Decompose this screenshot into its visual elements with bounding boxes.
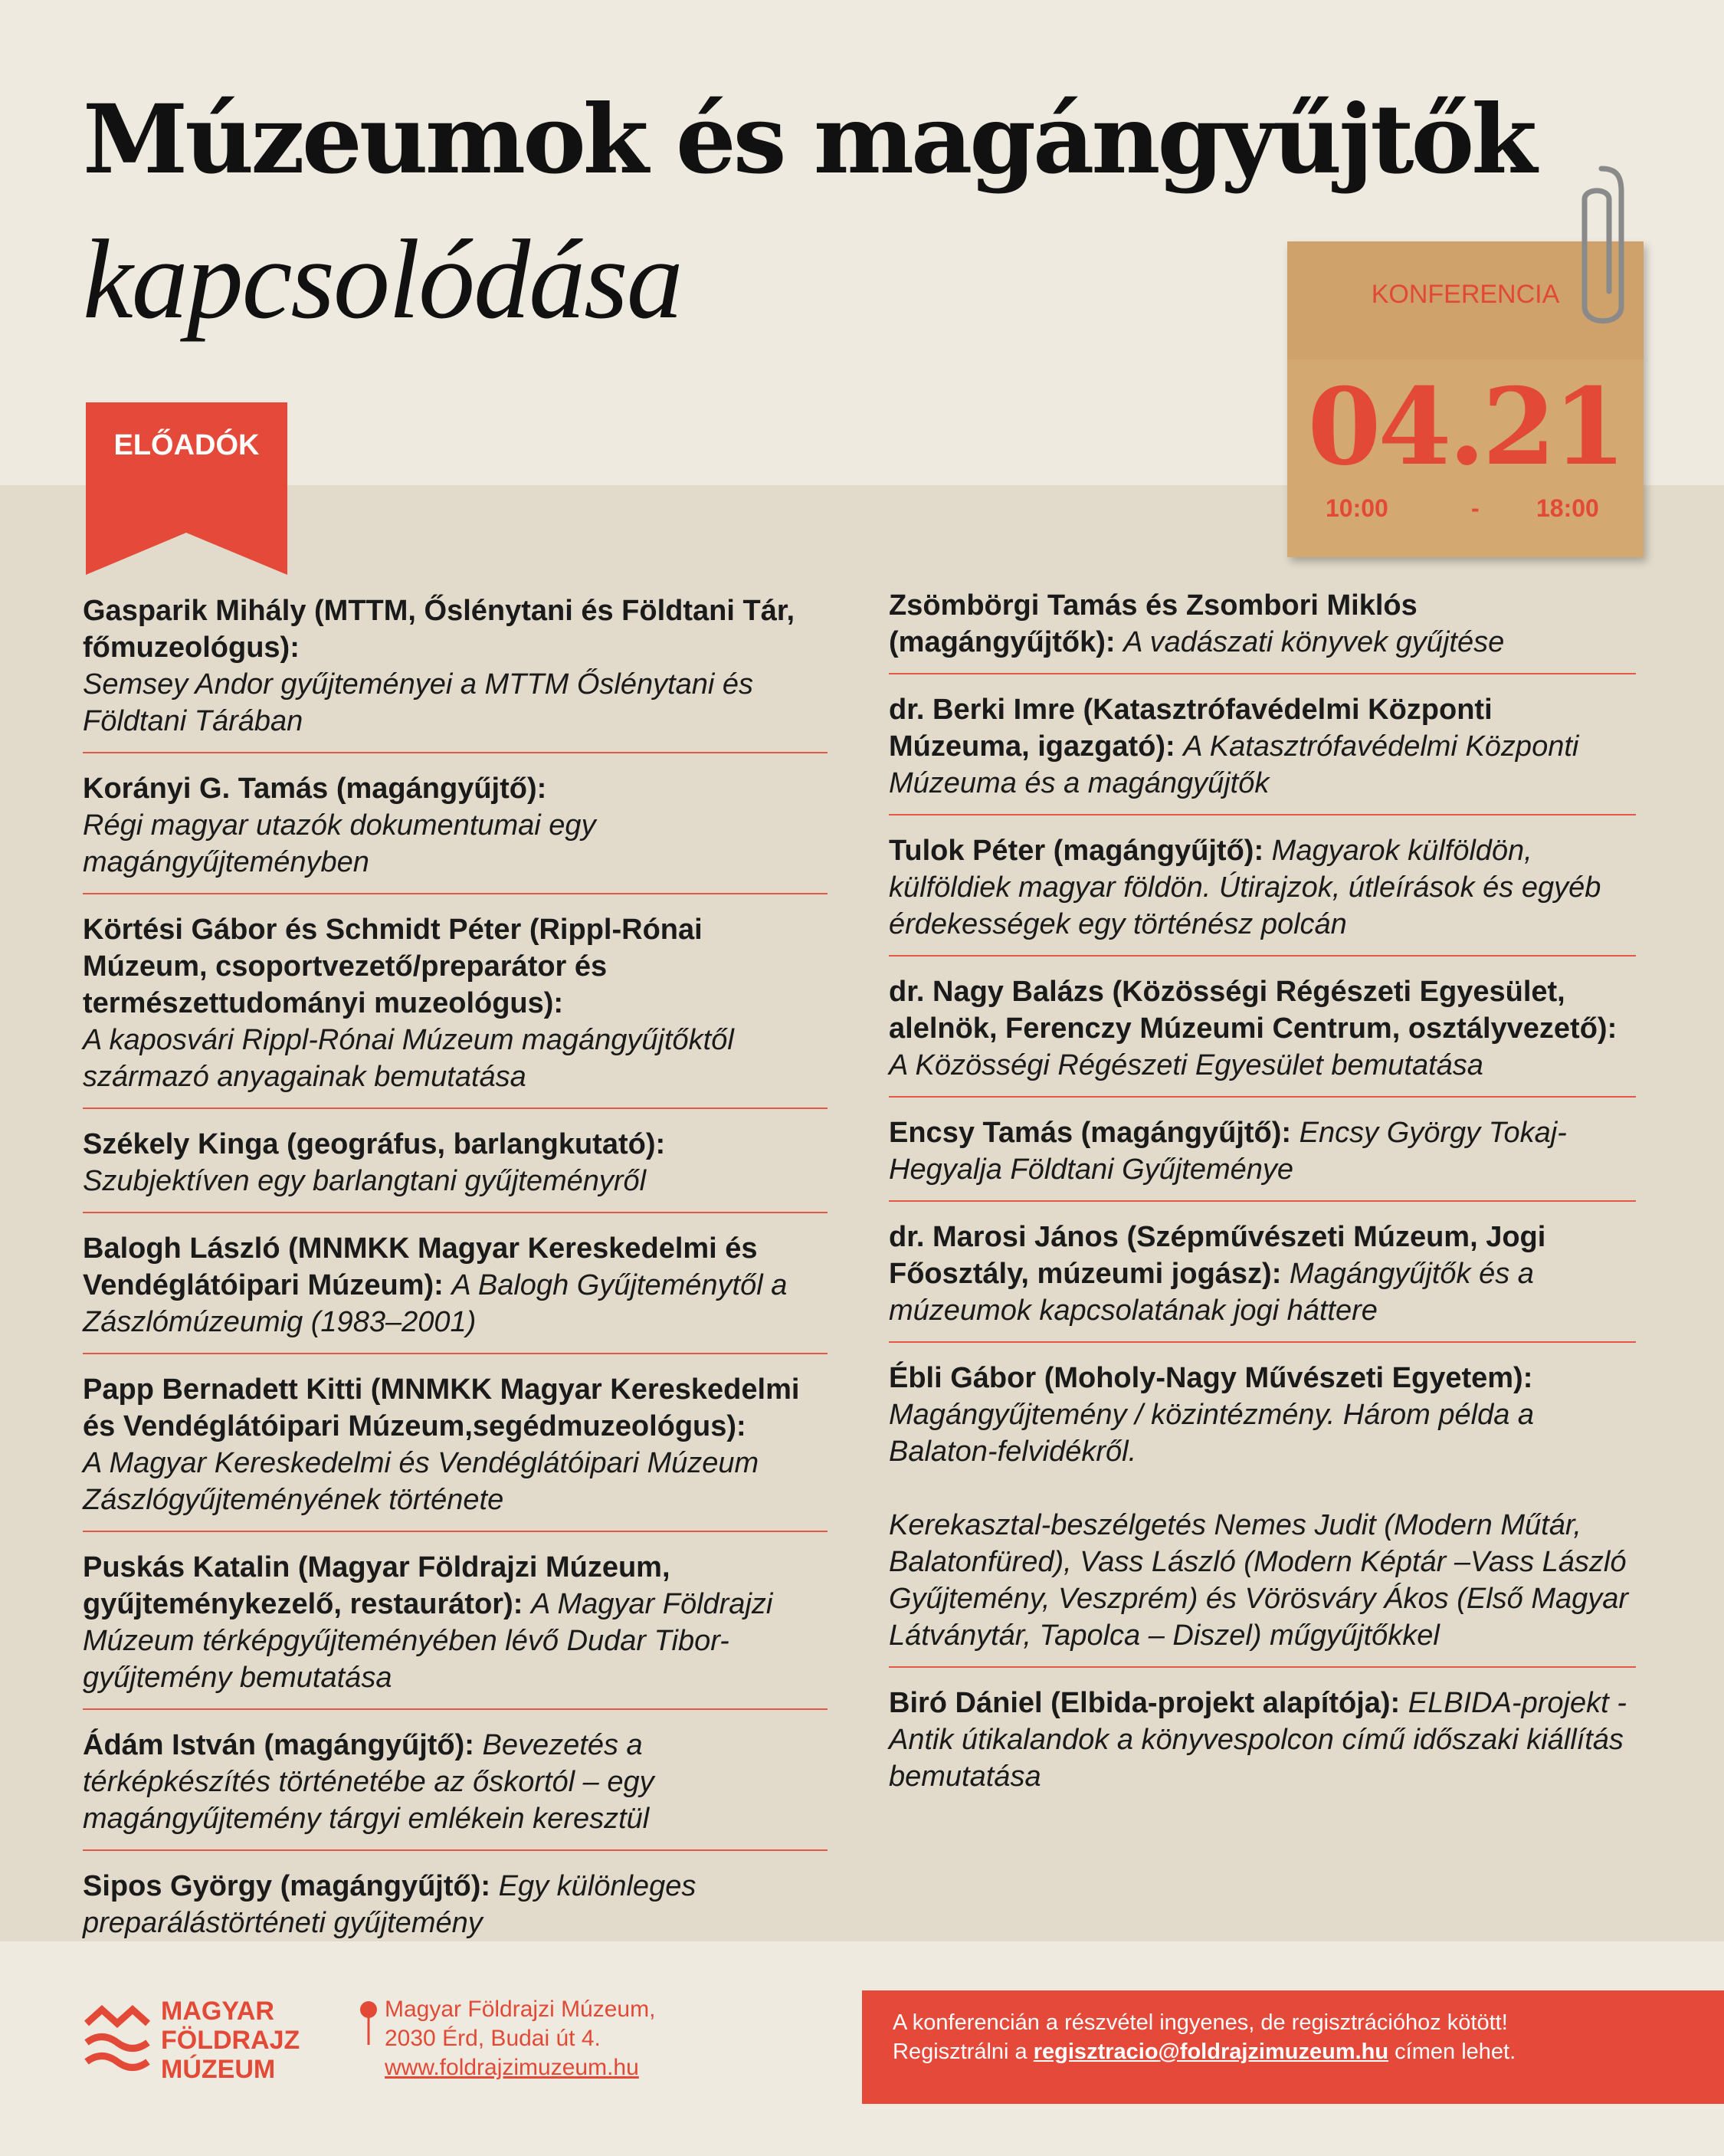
talk-title: A Katasztrófavédelmi Központi Múzeuma és a magángyűjtők (889, 730, 1579, 799)
location-pin-icon (359, 2000, 379, 2046)
speaker-name: Ébli Gábor (Moholy-Nagy Művészeti Egyetem): (889, 1362, 1533, 1394)
talk-title: Magángyűjtők és a múzeumok kapcsolatának jogi háttere (889, 1258, 1534, 1327)
speakers-left-column (83, 592, 828, 1971)
ribbon-bookmark-icon (86, 402, 287, 575)
speaker-name: Tulok Péter (magángyűjtő): (889, 835, 1264, 867)
event-time-start: 10:00 (1326, 494, 1388, 522)
program-entry (889, 1360, 1636, 1668)
program-entry (889, 587, 1636, 674)
speaker-name: dr. Berki Imre (Katasztrófavédelmi Központi Múzeuma, igazgató): (889, 694, 1493, 763)
page-subtitle: kapcsolódása (83, 217, 682, 343)
talk-title: Magyarok külföldön, külföldiek magyar földön. Útirajzok, útleírások és egyéb érdekességek egy történész polcán (889, 835, 1601, 940)
talk-title: Bevezetés a térképkészítés történetébe az őskortól – egy magángyűjtemény tárgyi emlékein keresztül (83, 1729, 654, 1835)
program-entry (83, 1868, 828, 1954)
paperclip-icon (1571, 153, 1632, 337)
talk-title: A Balogh Gyűjteménytől a Zászlómúzeumig (1983–2001) (83, 1269, 788, 1338)
speaker-name: Körtési Gábor és Schmidt Péter (Rippl-Rónai Múzeum, csoportvezető/preparátor és természettudományi muzeológus): (83, 914, 703, 1019)
talk-title: Szubjektíven egy barlangtani gyűjteményről (83, 1165, 647, 1197)
logo-line: MAGYAR (161, 1997, 274, 2026)
speaker-name: Balogh László (MNMKK Magyar Kereskedelmi és Vendéglátóipari Múzeum): (83, 1232, 758, 1301)
address-line: 2030 Érd, Budai út 4. (385, 2026, 601, 2051)
notice-line: A konferencián a részvétel ingyenes, de regisztrációhoz kötött! (893, 2010, 1508, 2035)
program-entry (83, 1727, 828, 1851)
speaker-name: Sipos György (magángyűjtő): (83, 1870, 491, 1902)
speaker-name: Korányi G. Tamás (magángyűjtő): (83, 773, 547, 805)
logo-line: FÖLDRAJZ (161, 2026, 300, 2055)
program-entry (889, 973, 1636, 1098)
speakers-label: ELŐADÓK (113, 429, 260, 461)
museum-logo-icon (83, 2000, 152, 2077)
talk-title: A vadászati könyvek gyűjtése (1123, 626, 1505, 658)
program-entry (83, 1126, 828, 1213)
speaker-name: dr. Marosi János (Szépművészeti Múzeum, Jogi Főosztály, múzeumi jogász): (889, 1221, 1546, 1290)
talk-title: A Magyar Földrajzi Múzeum térképgyűjteményében lévő Dudar Tibor-gyűjtemény bemutatása (83, 1588, 773, 1694)
notice-prefix: Regisztrálni a (893, 2040, 1028, 2064)
museum-logo-text (161, 1997, 300, 2084)
talk-title: Egy különleges preparálástörténeti gyűjtemény (83, 1870, 696, 1939)
speakers-right-column (889, 587, 1636, 1824)
address-line: Magyar Földrajzi Múzeum, (385, 1997, 656, 2022)
talk-title: A kaposvári Rippl-Rónai Múzeum magángyűjtőktől származó anyagainak bemutatása (83, 1024, 734, 1093)
talk-title: Encsy György Tokaj-Hegyalja Földtani Gyűjteménye (889, 1117, 1567, 1186)
talk-title: A Magyar Kereskedelmi és Vendéglátóipari Múzeum Zászlógyűjteményének története (83, 1447, 759, 1516)
talk-title: Semsey Andor gyűjteményei a MTTM Őslénytani és Földtani Tárában (83, 668, 754, 737)
logo-line: MÚZEUM (161, 2055, 276, 2084)
program-entry (889, 1114, 1636, 1202)
program-entry (889, 832, 1636, 957)
registration-notice (893, 2008, 1697, 2066)
program-entry (83, 1230, 828, 1354)
event-time-separator: - (1471, 494, 1480, 522)
talk-title: A Közösségi Régészeti Egyesület bemutatása (889, 1049, 1483, 1081)
speaker-name: Gasparik Mihály (MTTM, Őslénytani és Földtani Tár, főmuzeológus): (83, 595, 795, 664)
program-entry (83, 911, 828, 1109)
speaker-name: Ádám István (magángyűjtő): (83, 1729, 474, 1761)
program-entry (889, 1685, 1636, 1807)
talk-title: Magángyűjtemény / közintézmény. Három példa a Balaton-felvidékről. (889, 1399, 1535, 1468)
program-entry (83, 1371, 828, 1532)
roundtable-text: Kerekasztal-beszélgetés Nemes Judit (Modern Műtár, Balatonfüred), Vass László (Modern Képtár –Vass László Gyűjtemény, Veszprém) és Vörösváry Ákos (Első Magyar Látványtár, Tapolca – Diszel) műgyűjtőkkel (889, 1509, 1629, 1652)
talk-title: Régi magyar utazók dokumentumai egy magángyűjteményben (83, 809, 596, 878)
program-entry (83, 770, 828, 894)
museum-address (385, 1995, 655, 2082)
speaker-name: Zsömbörgi Tamás és Zsombori Miklós (magángyűjtők): (889, 589, 1418, 658)
program-entry (83, 1549, 828, 1710)
event-date: 04.21 (1307, 364, 1624, 489)
talk-title: ELBIDA-projekt - Antik útikalandok a könyvespolcon című időszaki kiállítás bemutatása (889, 1687, 1627, 1793)
speaker-name: dr. Nagy Balázs (Közösségi Régészeti Egyesület, alelnök, Ferenczy Múzeumi Centrum, osztályvezető): (889, 976, 1617, 1045)
program-entry (889, 1219, 1636, 1343)
event-time-end: 18:00 (1536, 494, 1599, 522)
website-link[interactable]: www.foldrajzimuzeum.hu (385, 2055, 639, 2080)
event-type: KONFERENCIA (1371, 280, 1560, 309)
speaker-name: Székely Kinga (geográfus, barlangkutató): (83, 1128, 666, 1160)
registration-email-link[interactable]: regisztracio@foldrajzimuzeum.hu (1033, 2040, 1389, 2064)
speaker-name: Puskás Katalin (Magyar Földrajzi Múzeum, gyűjteménykezelő, restaurátor): (83, 1551, 670, 1620)
speaker-name: Biró Dániel (Elbida-projekt alapítója): (889, 1687, 1401, 1719)
notice-suffix: címen lehet. (1395, 2040, 1516, 2064)
program-entry (889, 691, 1636, 815)
speaker-name: Papp Bernadett Kitti (MNMKK Magyar Kereskedelmi és Vendéglátóipari Múzeum,segédmuzeológus): (83, 1373, 800, 1442)
page-title: Múzeumok és magángyűjtők (83, 84, 1535, 195)
program-entry (83, 592, 828, 753)
speaker-name: Encsy Tamás (magángyűjtő): (889, 1117, 1292, 1149)
